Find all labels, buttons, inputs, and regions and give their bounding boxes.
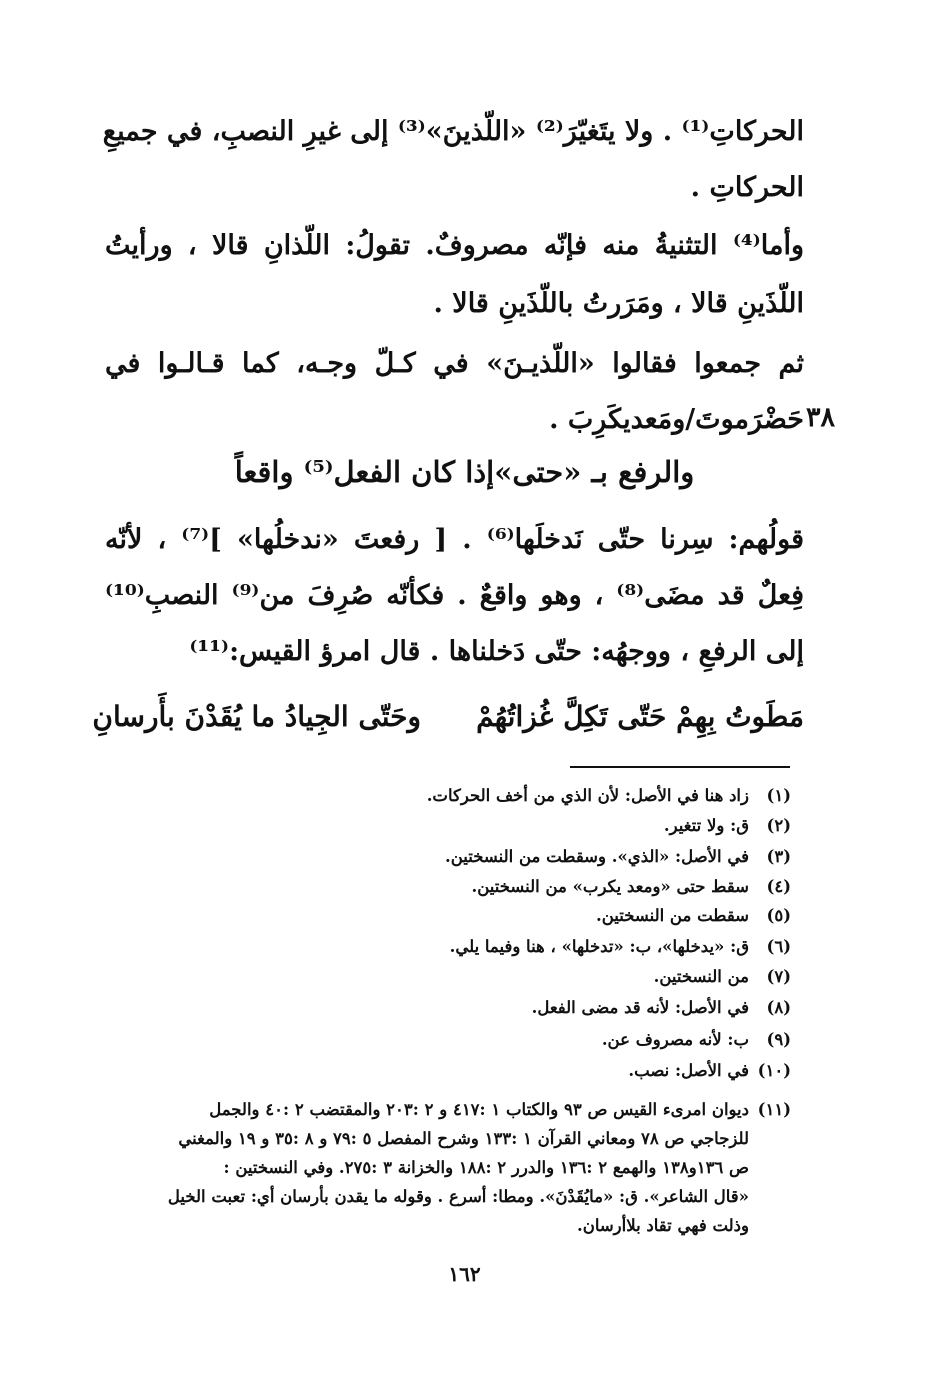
footnote-11-line: وذلت فهي تقاد بلاأرسان. xyxy=(576,1216,749,1235)
footnote-separator xyxy=(570,766,790,768)
footnote xyxy=(596,905,791,927)
margin-page-number: ٣٨ xyxy=(806,402,836,433)
body-line-6: حَضْرَموتَ/ومَعديكَرِبَ . xyxy=(549,404,804,435)
footnote-number: (١) xyxy=(766,786,791,805)
footnote-text xyxy=(88,1095,791,1240)
body-line-2: الحركاتِ . xyxy=(690,172,804,203)
footnote-number: (١١) xyxy=(757,1100,791,1119)
footnote xyxy=(664,815,791,837)
footnote-number: (٩) xyxy=(766,1030,791,1049)
footnote-text: من النسختين. xyxy=(653,967,749,986)
footnote-11-line: ديوان امرىء القيس ص ٩٣ والكتاب ١ :٤١٧ و ٢ :٢٠٣ والمقتضب ٢ :٤٠ والجمل xyxy=(209,1100,749,1119)
footnote-text: سقطت من النسختين. xyxy=(595,906,749,925)
body-line-4: اللّذَينِ قالا ، ومَرَرتُ باللّذَينِ قالا . xyxy=(433,288,804,319)
footnote-11-line: «قال الشاعر». ق: «مايُقَدْنَ». ومطا: أسرع . وقوله ما يقدن بأرسان أي: تعبت الخيل xyxy=(167,1187,749,1206)
footnote-number: (٦) xyxy=(766,937,791,956)
footnote-text: ق: ولا تتغير. xyxy=(663,816,749,835)
footnote xyxy=(427,785,791,807)
footnote-text: زاد هنا في الأصل: لأن الذي من أخف الحركات. xyxy=(426,786,749,805)
verse-second-hemistich: وحَتّى الجِيادُ ما يُقَدْنَ بأَرسانِ xyxy=(92,700,421,733)
footnote xyxy=(628,1060,791,1082)
footnote-number: (٧) xyxy=(766,967,791,986)
section-line-2: فِعلٌ قد مضَى⁽⁸⁾ ، وهو واقعٌ . فكأنّه صُرِفَ من⁽⁹⁾ النصبِ⁽¹⁰⁾ xyxy=(105,580,805,611)
body-line-5: ثم جمعوا فقالوا «اللّذيـنَ» في كـلّ وجـه، كما قـالـوا في xyxy=(105,348,804,379)
section-line-3: إلى الرفعِ ، ووجهُه: حتّى دَخلناها . قال امرؤ القيس:⁽¹¹⁾ xyxy=(189,636,804,667)
footnote xyxy=(602,1029,791,1051)
footnote-text: ق: «يدخلها»، ب: «تدخلها» ، هنا وفيما يلي. xyxy=(449,937,749,956)
footnote-number: (٥) xyxy=(766,906,791,925)
body-line-3: وأما⁽⁴⁾ التثنيةُ منه فإنّه مصروفٌ. تقولُ: اللّذانِ قالا ، ورأيتُ xyxy=(105,230,804,261)
footnote xyxy=(450,936,791,958)
footnote xyxy=(654,966,791,988)
footnote xyxy=(471,876,791,898)
footnote xyxy=(445,846,791,868)
footnote xyxy=(532,997,791,1019)
footnote-text: في الأصل: لأنه قد مضى الفعل. xyxy=(531,998,749,1017)
footnote-11 xyxy=(88,1095,791,1240)
verse-first-hemistich: مَطَوتُ بِهِمْ حَتّى تَكِلَّ غُزاتُهُمْ xyxy=(476,700,804,733)
footnote-text: في الأصل: «الذي». وسقطت من النسختين. xyxy=(444,847,749,866)
footnote-11-line: للزجاجي ص ٧٨ ومعاني القرآن ١ :١٣٣ وشرح المفصل ٥ :٧٩ و ٨ :٣٥ و ١٩ والمغني xyxy=(178,1129,749,1148)
footnote-number: (٨) xyxy=(766,998,791,1017)
footnote-number: (٣) xyxy=(766,847,791,866)
footnote-text: سقط حتى «ومعد يكرب» من النسختين. xyxy=(471,877,749,896)
section-line-1: قولُهم: سِرنا حتّى نَدخلَها⁽⁶⁾ . [ رفعتَ «ندخلُها» ]⁽⁷⁾ ، لأنّه xyxy=(105,524,804,555)
footnote-text: في الأصل: نصب. xyxy=(628,1061,749,1080)
footnote-number: (٤) xyxy=(766,877,791,896)
footnote-text: ب: لأنه مصروف عن. xyxy=(601,1030,749,1049)
body-line-1: الحركاتِ⁽¹⁾ . ولا يتَغيّرَ⁽²⁾ «اللّذينَ»⁽³⁾ إلى غيرِ النصبِ، في جميعِ xyxy=(102,116,804,147)
page-number: ١٦٢ xyxy=(448,1262,481,1286)
footnote-number: (٢) xyxy=(766,816,791,835)
section-heading: والرفع بـ «حتى»إذا كان الفعل⁽⁵⁾ واقعاً xyxy=(234,455,695,489)
footnote-number: (١٠) xyxy=(757,1061,791,1080)
footnote-11-line: ص ١٣٦و١٣٨ والهمع ٢ :١٣٦ والدرر ٢ :١٨٨ والخزانة ٣ :٢٧٥. وفي النسختين : xyxy=(223,1158,749,1177)
